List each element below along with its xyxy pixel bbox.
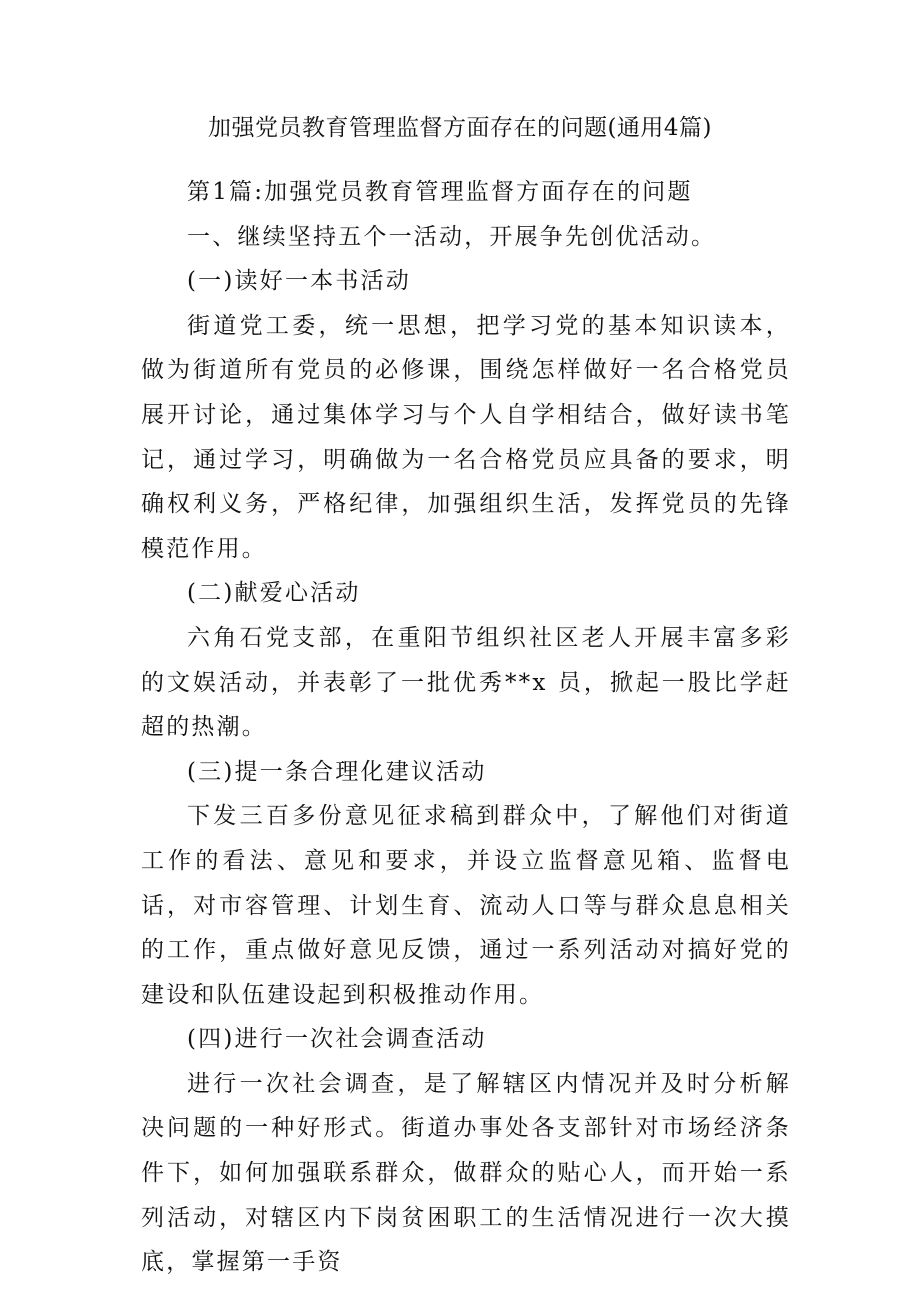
subsection-4-heading: (四)进行一次社会调查活动 [187, 1026, 487, 1053]
subsection-1-paragraph: 街道党工委，统一思想，把学习党的基本知识读本，做为街道所有党员的必修课，围绕怎样做好一名合格党员展开讨论，通过集体学习与个人自学相结合，做好读书笔记，通过学习，明确做为一名合格党员应具备的要求，明确权利义务，严格纪律，加强组织生活，发挥党员的先锋模范作用。 [141, 312, 791, 562]
document-title: 加强党员教育管理监督方面存在的问题(通用4篇) [207, 115, 713, 141]
subsection-3-heading: (三)提一条合理化建议活动 [187, 758, 487, 785]
subsection-2-heading: (二)献爱心活动 [187, 580, 361, 607]
section-heading: 第1篇:加强党员教育管理监督方面存在的问题 [187, 179, 693, 205]
subsection-3-paragraph: 下发三百多份意见征求稿到群众中，了解他们对街道工作的看法、意见和要求，并设立监督意见箱、监督电话，对市容管理、计划生育、流动人口等与群众息息相关的工作，重点做好意见反馈，通过一系列活动对搞好党的建设和队伍建设起到积极推动作用。 [141, 803, 791, 1008]
point-one-heading: 一、继续坚持五个一活动，开展争先创优活动。 [187, 223, 717, 250]
subsection-4-paragraph: 进行一次社会调查，是了解辖区内情况并及时分析解决问题的一种好形式。街道办事处各支部针对市场经济条件下，如何加强联系群众，做群众的贴心人，而开始一系列活动，对辖区内下岗贫困职工的生活情况进行一次大摸底，掌握第一手资 [141, 1070, 791, 1276]
subsection-2-paragraph: 六角石党支部，在重阳节组织社区老人开展丰富多彩的文娱活动，并表彰了一批优秀**x 员，掀起一股比学赶超的热潮。 [141, 624, 791, 741]
subsection-1-heading: (一)读好一本书活动 [187, 268, 411, 295]
document-body [141, 170, 791, 1285]
